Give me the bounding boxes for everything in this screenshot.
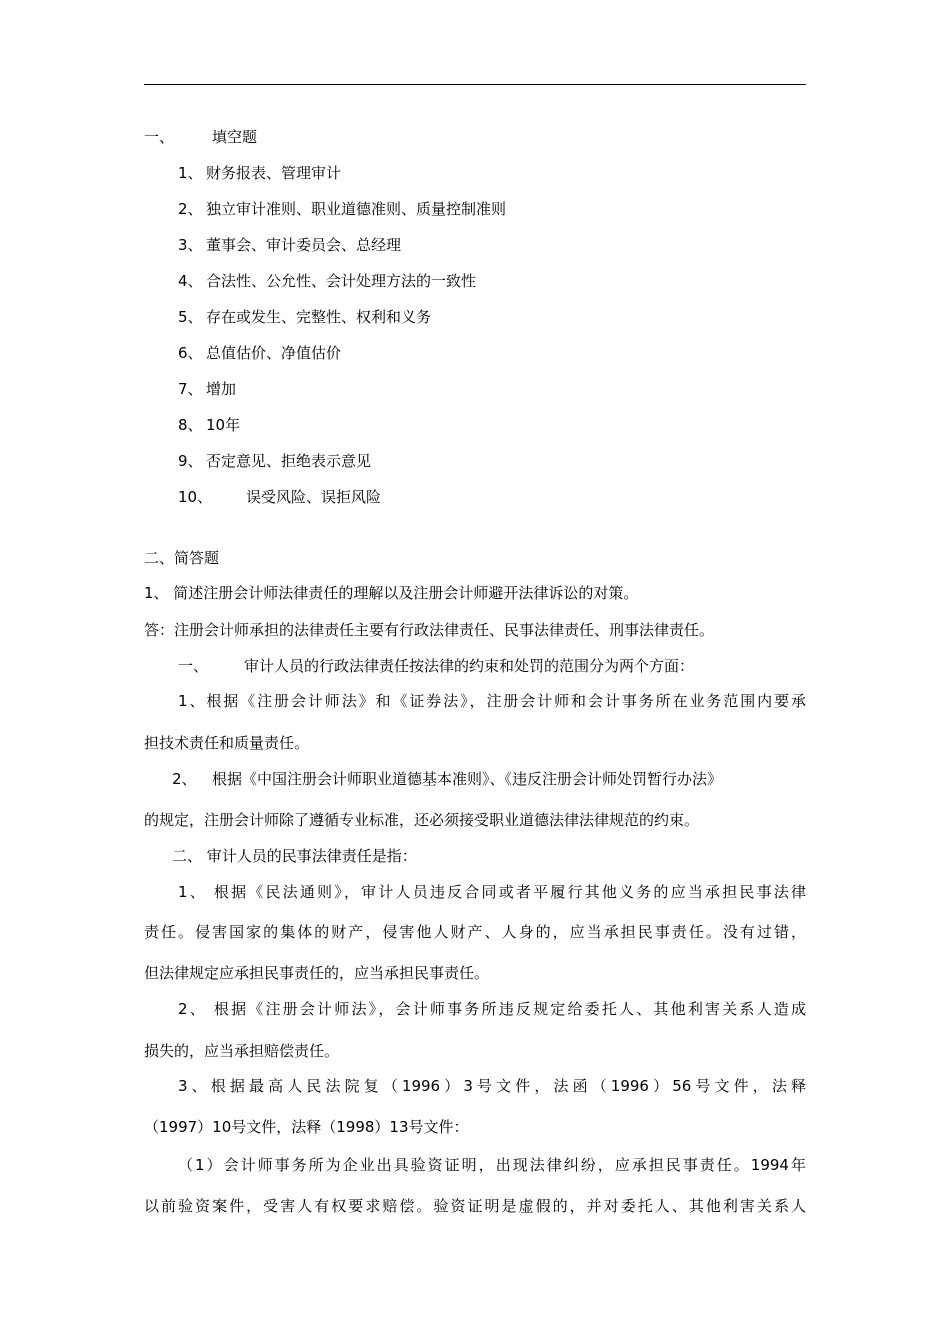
section2-heading: 二、简答题	[144, 549, 220, 567]
list-item: 10、 误受风险、误拒风险	[178, 488, 382, 506]
section1-heading	[144, 127, 806, 147]
paragraph-line: 1、 根据《民法通则》，审计人员违反合同或者平履行其他义务的应当承担民事法律	[178, 883, 806, 901]
question-text: 1、 简述注册会计师法律责任的理解以及注册会计师避开法律诉讼的对策。	[144, 584, 639, 602]
paragraph-line: 损失的，应当承担赔偿责任。	[144, 1042, 340, 1060]
list-item: 4、 合法性、公允性、会计处理方法的一致性	[178, 272, 477, 290]
paragraph-line: 3、根据最高人民法院复（1996）3号文件，法函（1996）56号文件，法释	[178, 1077, 806, 1095]
list-item: 7、 增加	[178, 380, 237, 398]
section1-number: 一、	[144, 128, 175, 146]
list-item: 3、 董事会、审计委员会、总经理	[178, 236, 402, 254]
paragraph-line: 担技术责任和质量责任。	[144, 734, 310, 752]
section1-title: 填空题	[212, 128, 258, 146]
paragraph-line: 1、根据《注册会计师法》和《证券法》，注册会计师和会计事务所在业务范围内要承	[178, 692, 806, 710]
list-item: 8、 10年	[178, 416, 241, 434]
list-item: 2、 独立审计准则、职业道德准则、质量控制准则	[178, 200, 507, 218]
paragraph-line: 以前验资案件，受害人有权要求赔偿。验资证明是虚假的，并对委托人、其他利害关系人	[144, 1197, 806, 1215]
paragraph-line: 的规定，注册会计师除了遵循专业标准，还必须接受职业道德法律法律规范的约束。	[144, 811, 700, 829]
answer-text: 答：注册会计师承担的法律责任主要有行政法律责任、民事法律责任、刑事法律责任。	[144, 621, 715, 639]
header-rule	[144, 84, 806, 85]
paragraph-line: （1）会计师事务所为企业出具验资证明，出现法律纠纷，应承担民事责任。1994年	[178, 1156, 806, 1174]
list-item: 6、 总值估价、净值估价	[178, 344, 342, 362]
list-item: 5、 存在或发生、完整性、权利和义务	[178, 308, 432, 326]
paragraph-line: 但法律规定应承担民事责任的，应当承担民事责任。	[144, 964, 490, 982]
paragraph-line: 责任。侵害国家的集体的财产，侵害他人财产、人身的，应当承担民事责任。没有过错，	[144, 923, 806, 941]
paragraph-line: 2、 根据《注册会计师法》，会计师事务所违反规定给委托人、其他利害关系人造成	[178, 1000, 806, 1018]
list-item: 9、 否定意见、拒绝表示意见	[178, 452, 372, 470]
part2-heading: 二、 审计人员的民事法律责任是指：	[172, 847, 417, 865]
part1-heading: 一、 审计人员的行政法律责任按法律的约束和处罚的范围分为两个方面：	[178, 657, 695, 675]
paragraph-line: （1997）10号文件，法释（1998）13号文件：	[144, 1118, 469, 1136]
list-item: 1、 财务报表、管理审计	[178, 164, 342, 182]
paragraph-line: 2、 根据《中国注册会计师职业道德基本准则》、《违反注册会计师处罚暂行办法》	[172, 770, 723, 788]
